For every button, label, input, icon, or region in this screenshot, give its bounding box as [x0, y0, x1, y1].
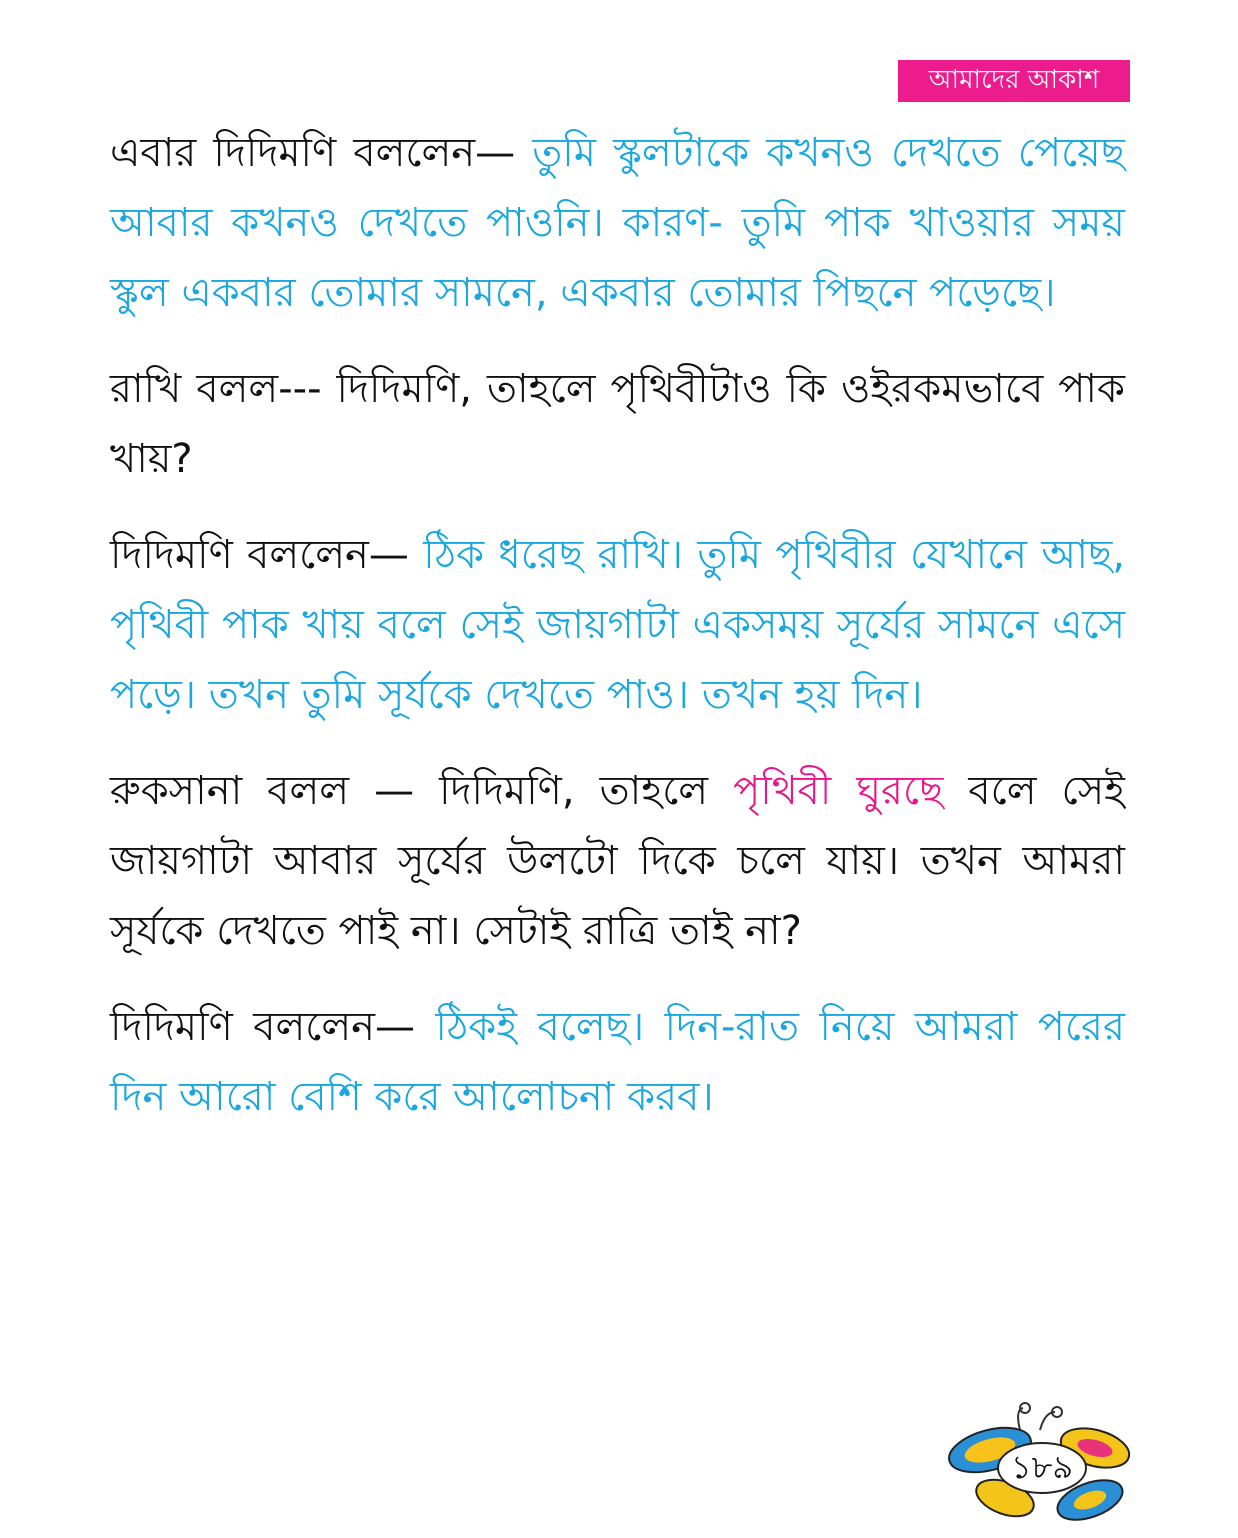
highlight-text: পৃথিবী ঘুরছে [733, 768, 944, 814]
chapter-title: আমাদের আকাশ [928, 65, 1100, 95]
paragraph-5 [110, 992, 1125, 1132]
speech-text: ঠিক ধরেছ রাখি। তুমি পৃথিবীর যেখানে আছ, পৃথিবী পাক খায় বলে সেই জায়গাটা একসময় সূর্যের সামনে এসে পড়ে। তখন তুমি সূর্যকে দেখতে পাও। তখন হয় দিন। [110, 532, 1125, 718]
dialogue-text-before: রুকসানা বলল — দিদিমণি, তাহলে [110, 768, 734, 814]
dialogue-text-after: বলে সেই জায়গাটা আবার সূর্যের উলটো দিকে চলে যায়। তখন আমরা সূর্যকে দেখতে পাই না। সেটাই রাত্রি তাই না? [110, 768, 1125, 954]
paragraph-2 [110, 354, 1125, 494]
paragraph-3 [110, 520, 1125, 730]
speaker-line: দিদিমণি বললেন— [110, 1004, 436, 1050]
speaker-line: দিদিমণি বললেন— [110, 532, 424, 578]
paragraph-4 [110, 756, 1125, 966]
speech-text: ঠিকই বলেছ। দিন-রাত নিয়ে আমরা পরের দিন আরো বেশি করে আলোচনা করব। [110, 1004, 1125, 1120]
speaker-line: এবার দিদিমণি বললেন— [110, 130, 533, 176]
paragraph-1 [110, 118, 1125, 328]
page-number: ১৮৯ [1010, 1448, 1074, 1486]
page-body [110, 118, 1125, 1158]
chapter-title-tag [898, 60, 1130, 102]
dialogue-text: রাখি বলল--- দিদিমণি, তাহলে পৃথিবীটাও কি ওইরকমভাবে পাক খায়? [110, 366, 1125, 482]
speech-text: তুমি স্কুলটাকে কখনও দেখতে পেয়েছ আবার কখনও দেখতে পাওনি। কারণ- তুমি পাক খাওয়ার সময় স্কুল একবার তোমার সামনে, একবার তোমার পিছনে পড়েছে। [110, 130, 1125, 316]
